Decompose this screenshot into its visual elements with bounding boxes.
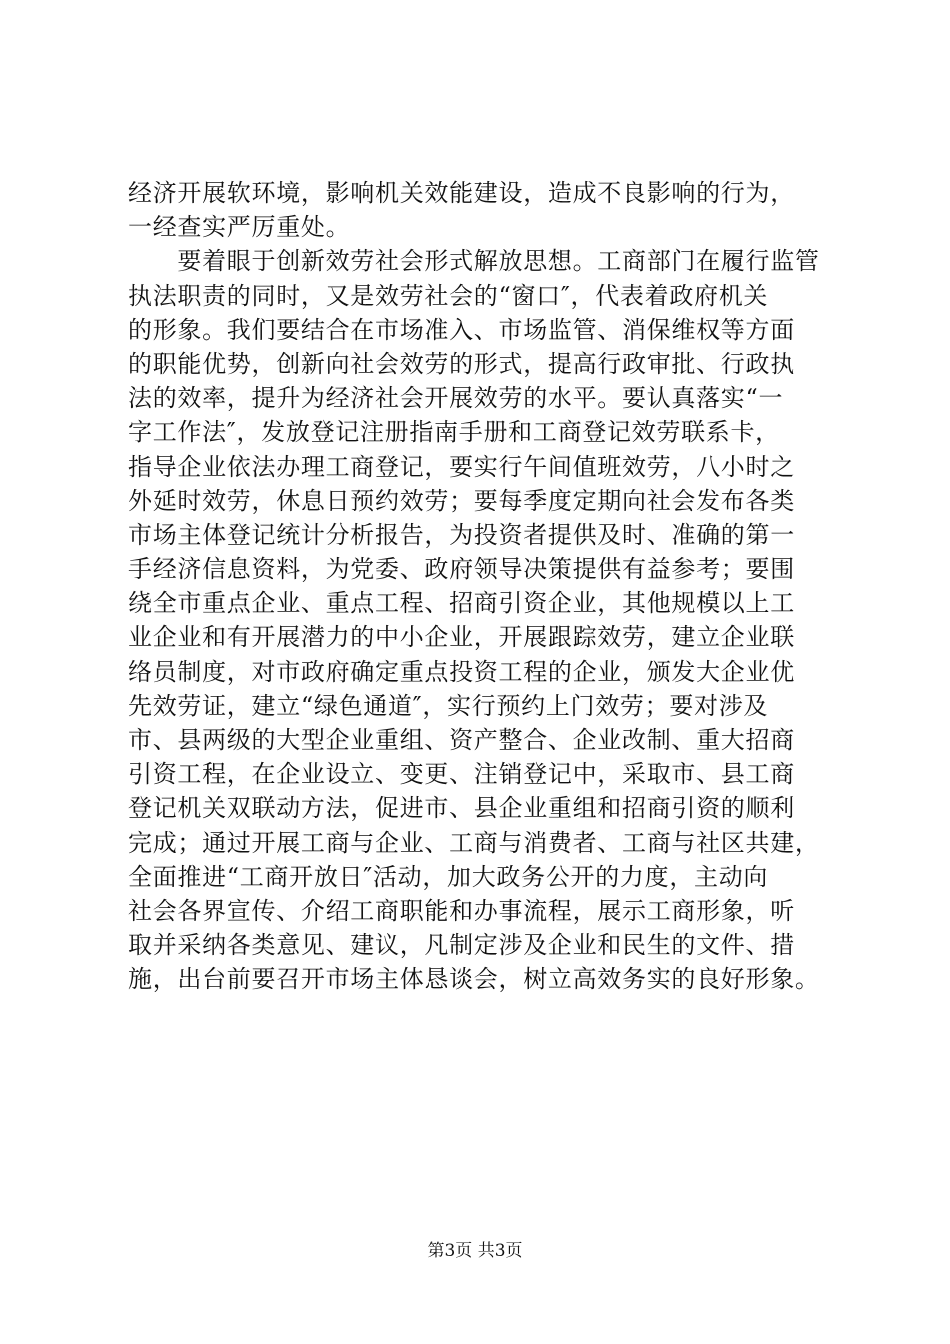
text-line: 要着眼于创新效劳社会形式解放思想。工商部门在履行监管 bbox=[128, 247, 820, 276]
text-line: 法的效率，提升为经济社会开展效劳的水平。要认真落实“一 bbox=[128, 384, 784, 413]
text-line: 外延时效劳，休息日预约效劳；要每季度定期向社会发布各类 bbox=[128, 486, 795, 515]
text-line: 字工作法″，发放登记注册指南手册和工商登记效劳联系卡， bbox=[128, 418, 780, 447]
text-line: 执法职责的同时，又是效劳社会的“窗口″，代表着政府机关 bbox=[128, 281, 769, 310]
text-line: 登记机关双联动方法，促进市、县企业重组和招商引资的顺利 bbox=[128, 794, 795, 823]
text-line: 社会各界宣传、介绍工商职能和办事流程，展示工商形象，听 bbox=[128, 896, 795, 925]
text-line: 一经查实严厉重处。 bbox=[128, 213, 351, 242]
text-line: 绕全市重点企业、重点工程、招商引资企业，其他规模以上工 bbox=[128, 589, 795, 618]
text-line: 的形象。我们要结合在市场准入、市场监管、消保维权等方面 bbox=[128, 315, 795, 344]
text-line: 取并采纳各类意见、建议，凡制定涉及企业和民生的文件、措 bbox=[128, 931, 795, 960]
text-line: 络员制度，对市政府确定重点投资工程的企业，颁发大企业优 bbox=[128, 657, 795, 686]
text-line: 市、县两级的大型企业重组、资产整合、企业改制、重大招商 bbox=[128, 726, 795, 754]
text-line: 全面推进“工商开放日″活动，加大政务公开的力度，主动向 bbox=[128, 862, 769, 891]
text-line: 指导企业依法办理工商登记，要实行午间值班效劳，八小时之 bbox=[128, 452, 795, 481]
text-line: 施，出台前要召开市场主体恳谈会，树立高效务实的良好形象。 bbox=[128, 965, 820, 994]
text-line: 经济开展软环境，影响机关效能建设，造成不良影响的行为， bbox=[128, 179, 795, 207]
text-line: 业企业和有开展潜力的中小企业，开展跟踪效劳，建立企业联 bbox=[128, 623, 795, 652]
document-body bbox=[128, 176, 828, 997]
text-line: 的职能优势，创新向社会效劳的形式，提高行政审批、行政执 bbox=[128, 349, 795, 378]
text-line: 完成；通过开展工商与企业、工商与消费者、工商与社区共建， bbox=[128, 828, 820, 857]
text-line: 引资工程，在企业设立、变更、注销登记中，采取市、县工商 bbox=[128, 760, 795, 789]
text-line: 手经济信息资料，为党委、政府领导决策提供有益参考；要围 bbox=[128, 555, 795, 584]
text-line: 市场主体登记统计分析报告，为投资者提供及时、准确的第一 bbox=[128, 520, 795, 549]
page-number-footer: 第3页 共3页 bbox=[427, 1241, 523, 1261]
text-line: 先效劳证，建立“绿色通道″，实行预约上门效劳；要对涉及 bbox=[128, 691, 769, 720]
